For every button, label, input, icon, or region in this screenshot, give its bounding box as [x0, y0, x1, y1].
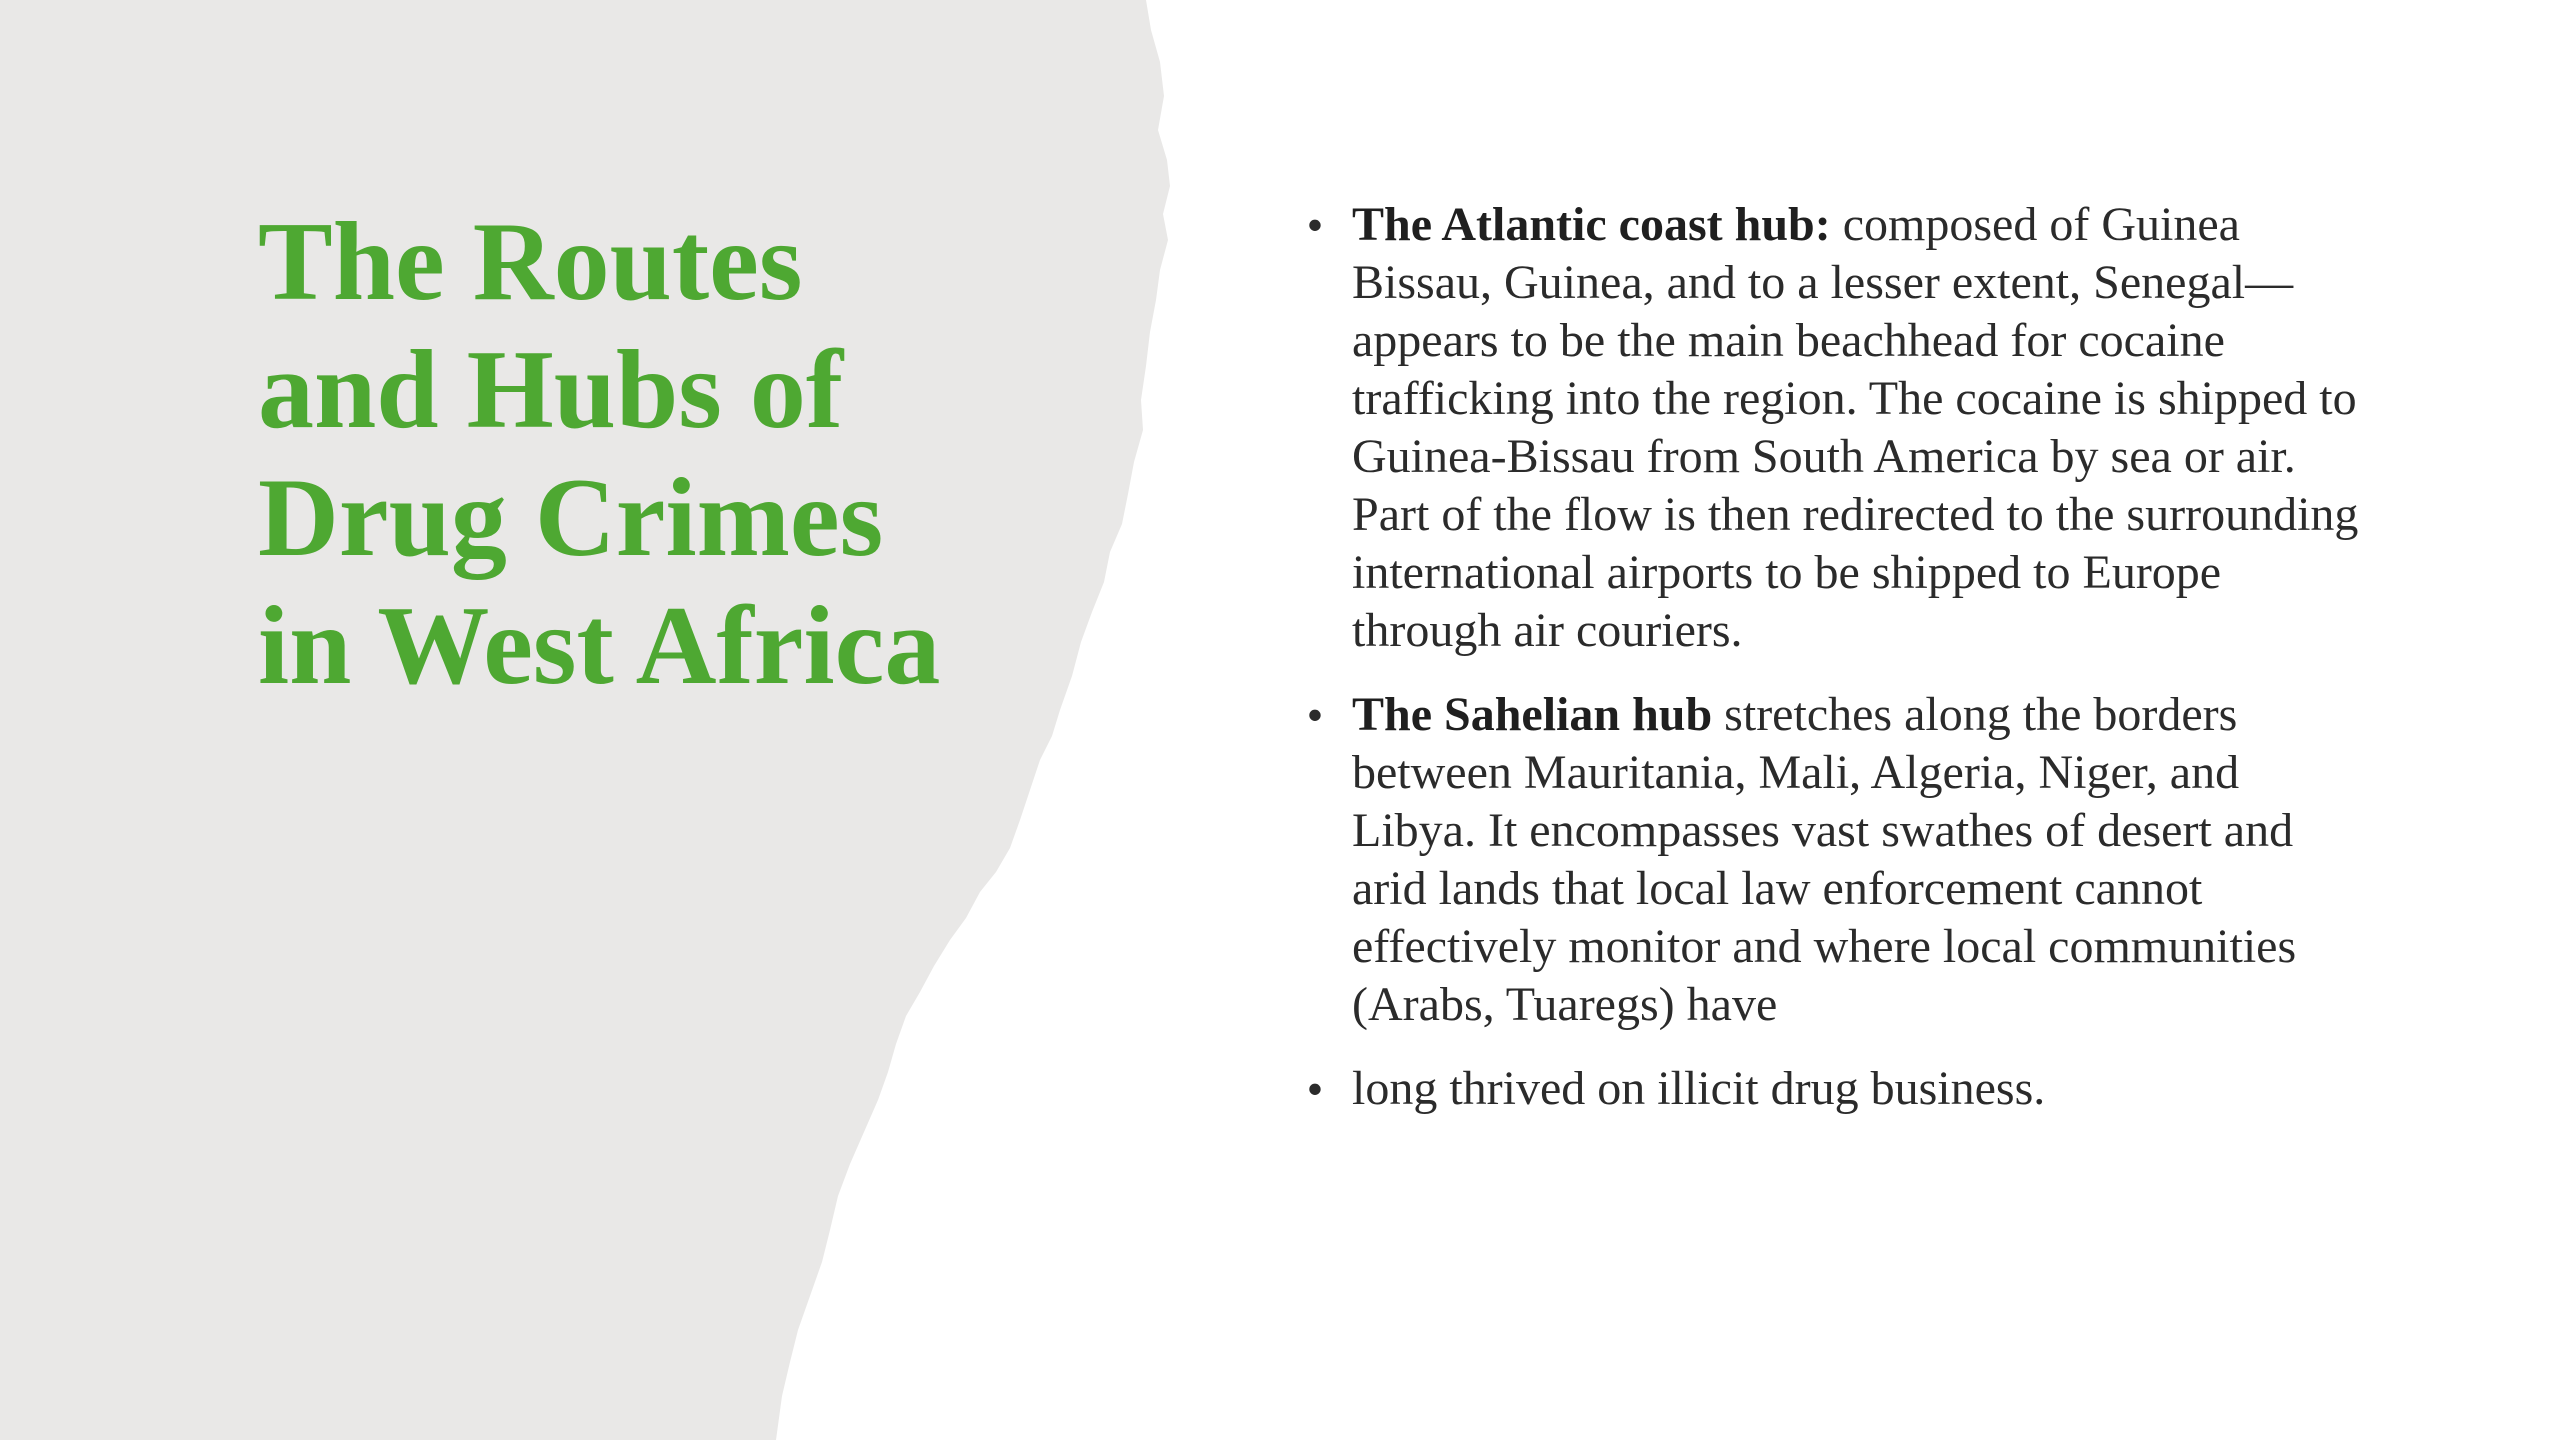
- bullet-item-drug-business: [1300, 1060, 2490, 1118]
- title-line: The Routes: [258, 200, 803, 324]
- bullet-text: composed of Guinea: [1830, 198, 2240, 251]
- bullet-line: effectively monitor and where local communities: [1352, 920, 2297, 973]
- bullet-line: international airports to be shipped to Europe: [1352, 546, 2222, 599]
- bullet-line: [1352, 686, 2490, 744]
- bullet-line: Libya. It encompasses vast swathes of desert and: [1352, 804, 2294, 857]
- bullet-line: Guinea-Bissau from South America by sea or air.: [1352, 430, 2296, 483]
- bullet-line: appears to be the main beachhead for cocaine: [1352, 314, 2225, 367]
- bullet-line: arid lands that local law enforcement cannot: [1352, 862, 2203, 915]
- bullet-text: stretches along the borders: [1712, 688, 2238, 741]
- title-line: Drug Crimes: [258, 456, 884, 580]
- bullet-line: between Mauritania, Mali, Algeria, Niger, and: [1352, 746, 2240, 799]
- title-line: in West Africa: [258, 584, 941, 708]
- bullet-line: through air couriers.: [1352, 604, 1743, 657]
- bullet-list: [1300, 196, 2490, 1144]
- bullet-line: Part of the flow is then redirected to the surrounding: [1352, 488, 2359, 541]
- bullet-item-sahelian-hub: [1300, 686, 2490, 1034]
- bullet-item-atlantic-hub: [1300, 196, 2490, 660]
- bullet-dot-icon: •: [1307, 691, 1323, 738]
- bullet-line: (Arabs, Tuaregs) have: [1352, 978, 1778, 1031]
- bullet-dot-icon: •: [1307, 1065, 1323, 1112]
- bullet-lead: The Sahelian hub: [1352, 688, 1713, 741]
- bullet-line: trafficking into the region. The cocaine is shipped to: [1352, 372, 2357, 425]
- bullet-lead: The Atlantic coast hub:: [1352, 198, 1831, 251]
- bullet-line: [1352, 196, 2490, 254]
- title-line: and Hubs of: [258, 328, 844, 452]
- bullet-dot-icon: •: [1307, 201, 1323, 248]
- bullet-line: long thrived on illicit drug business.: [1352, 1062, 2046, 1115]
- slide-title: [258, 198, 1118, 710]
- bullet-line: Bissau, Guinea, and to a lesser extent, Senegal—: [1352, 256, 2294, 309]
